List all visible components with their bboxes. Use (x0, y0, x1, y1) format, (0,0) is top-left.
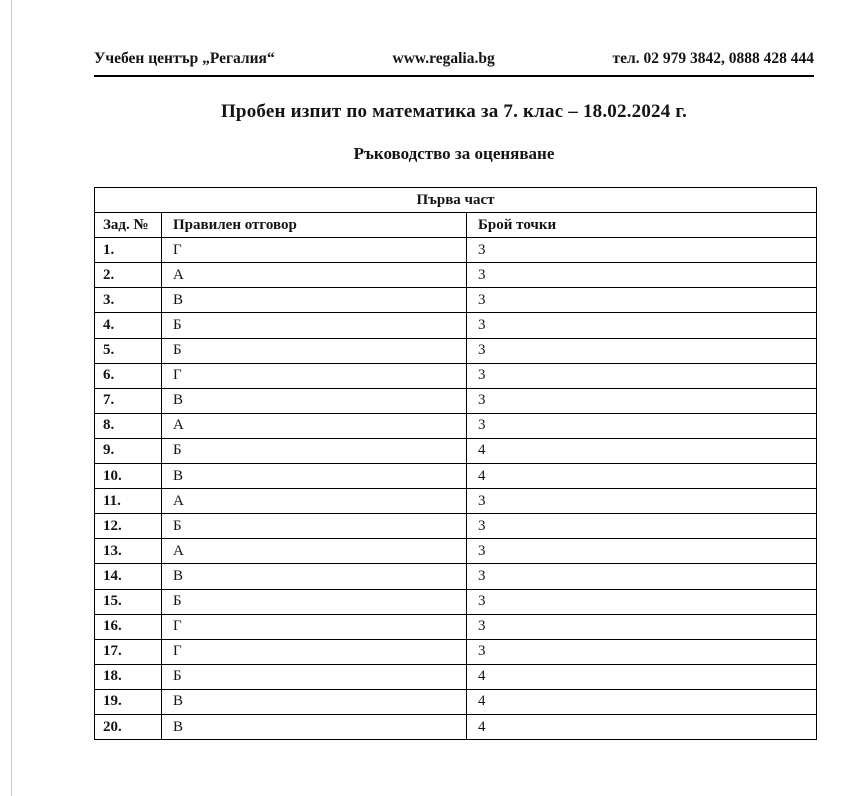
cell-correct-answer: Б (162, 338, 467, 363)
table-row (95, 413, 817, 438)
cell-correct-answer: Г (162, 238, 467, 263)
cell-points: 3 (467, 639, 817, 664)
cell-correct-answer: А (162, 413, 467, 438)
cell-task-number: 15. (95, 589, 162, 614)
table-row (95, 564, 817, 589)
table-section-title: Първа част (95, 188, 817, 213)
cell-points: 3 (467, 238, 817, 263)
cell-points: 3 (467, 589, 817, 614)
cell-correct-answer: В (162, 689, 467, 714)
table-row (95, 614, 817, 639)
cell-task-number: 10. (95, 464, 162, 489)
cell-correct-answer: А (162, 539, 467, 564)
cell-points: 4 (467, 438, 817, 463)
cell-correct-answer: А (162, 489, 467, 514)
cell-points: 3 (467, 514, 817, 539)
table-row (95, 714, 817, 739)
cell-task-number: 2. (95, 263, 162, 288)
cell-points: 3 (467, 539, 817, 564)
header-website: www.regalia.bg (392, 50, 495, 67)
table-row (95, 338, 817, 363)
cell-points: 4 (467, 664, 817, 689)
cell-points: 3 (467, 288, 817, 313)
column-header-task-number: Зад. № (95, 213, 162, 238)
table-row (95, 514, 817, 539)
answer-table-rows (95, 238, 817, 740)
table-row (95, 489, 817, 514)
cell-correct-answer: В (162, 288, 467, 313)
cell-task-number: 5. (95, 338, 162, 363)
cell-correct-answer: А (162, 263, 467, 288)
cell-task-number: 12. (95, 514, 162, 539)
table-row (95, 689, 817, 714)
table-section-row (95, 188, 817, 213)
cell-points: 3 (467, 564, 817, 589)
column-header-points: Брой точки (467, 213, 817, 238)
cell-points: 3 (467, 413, 817, 438)
cell-task-number: 17. (95, 639, 162, 664)
cell-correct-answer: Б (162, 514, 467, 539)
table-row (95, 288, 817, 313)
cell-task-number: 11. (95, 489, 162, 514)
table-row (95, 664, 817, 689)
cell-points: 3 (467, 338, 817, 363)
document-content (94, 0, 814, 740)
cell-points: 3 (467, 263, 817, 288)
cell-points: 4 (467, 714, 817, 739)
cell-task-number: 1. (95, 238, 162, 263)
table-row (95, 388, 817, 413)
cell-task-number: 19. (95, 689, 162, 714)
cell-task-number: 9. (95, 438, 162, 463)
cell-points: 4 (467, 464, 817, 489)
cell-task-number: 3. (95, 288, 162, 313)
cell-correct-answer: В (162, 564, 467, 589)
cell-task-number: 13. (95, 539, 162, 564)
cell-points: 3 (467, 489, 817, 514)
cell-correct-answer: Г (162, 614, 467, 639)
cell-correct-answer: Г (162, 363, 467, 388)
cell-correct-answer: Б (162, 664, 467, 689)
cell-correct-answer: В (162, 714, 467, 739)
cell-correct-answer: Б (162, 438, 467, 463)
table-header-row (95, 213, 817, 238)
page-edge-line (11, 0, 12, 796)
table-row (95, 438, 817, 463)
answer-key-table (94, 187, 817, 740)
document-subtitle: Ръководство за оценяване (353, 144, 555, 163)
table-row (95, 639, 817, 664)
table-row (95, 238, 817, 263)
cell-task-number: 6. (95, 363, 162, 388)
document-title: Пробен изпит по математика за 7. клас – 18.02.2024 г. (220, 101, 688, 122)
cell-task-number: 14. (95, 564, 162, 589)
document-header (94, 50, 814, 77)
header-center-name: Учебен център „Регалия“ (94, 50, 275, 67)
cell-correct-answer: В (162, 388, 467, 413)
cell-task-number: 20. (95, 714, 162, 739)
table-row (95, 363, 817, 388)
cell-points: 3 (467, 388, 817, 413)
cell-task-number: 7. (95, 388, 162, 413)
table-row (95, 263, 817, 288)
cell-task-number: 18. (95, 664, 162, 689)
cell-correct-answer: Г (162, 639, 467, 664)
table-row (95, 589, 817, 614)
table-row (95, 313, 817, 338)
header-phone-numbers: тел. 02 979 3842, 0888 428 444 (612, 50, 814, 67)
table-row (95, 464, 817, 489)
column-header-correct-answer: Правилен отговор (162, 213, 467, 238)
cell-points: 4 (467, 689, 817, 714)
table-row (95, 539, 817, 564)
cell-correct-answer: Б (162, 589, 467, 614)
cell-points: 3 (467, 614, 817, 639)
cell-correct-answer: В (162, 464, 467, 489)
cell-points: 3 (467, 313, 817, 338)
cell-points: 3 (467, 363, 817, 388)
cell-task-number: 8. (95, 413, 162, 438)
cell-task-number: 4. (95, 313, 162, 338)
cell-correct-answer: Б (162, 313, 467, 338)
cell-task-number: 16. (95, 614, 162, 639)
